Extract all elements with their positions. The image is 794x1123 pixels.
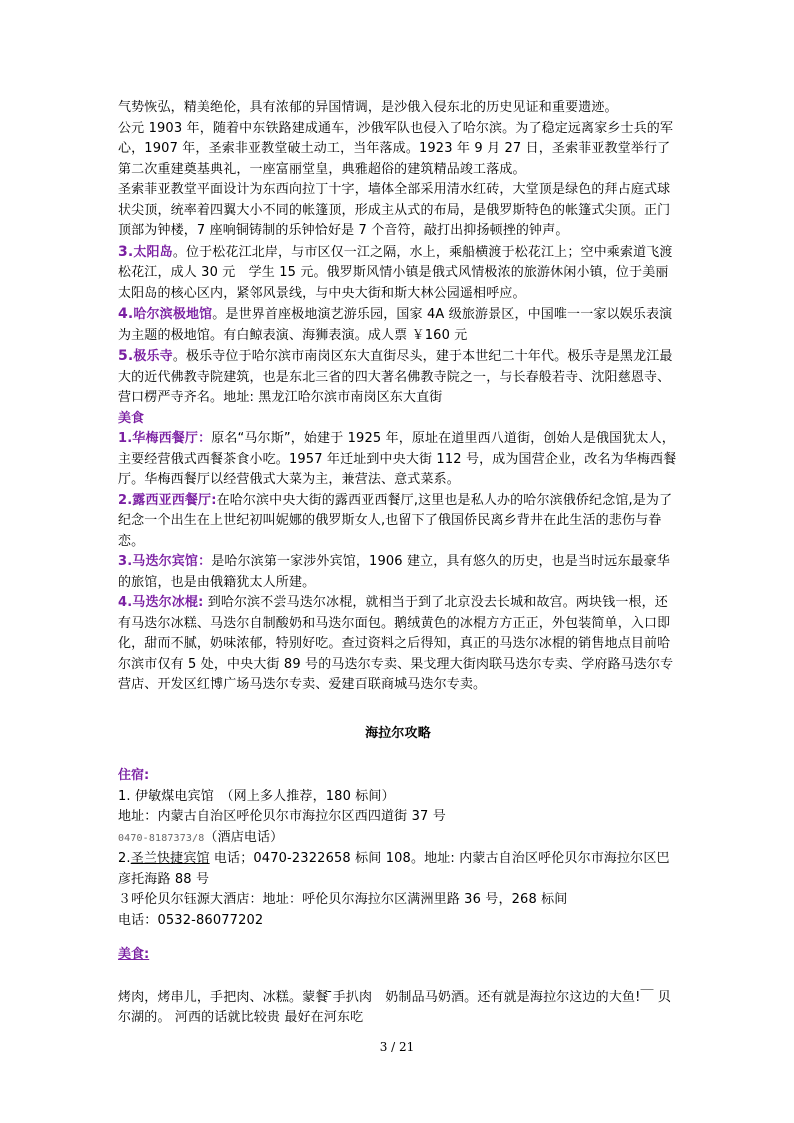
food-item xyxy=(118,552,678,593)
item-sep: : xyxy=(211,492,217,508)
hotel-link[interactable]: 圣兰快捷宾馆 xyxy=(130,851,210,866)
sight-item xyxy=(118,304,678,346)
lodging-line: 电话：0532-86077202 xyxy=(118,912,264,928)
paragraph: 气势恢弘，精美绝伦，具有浓郁的异国情调，是沙俄入侵东北的历史见证和重要遗迹。 xyxy=(118,100,618,115)
item-number: 3. xyxy=(118,243,134,260)
paragraph: 圣索菲亚教堂平面设计为东西向拉丁十字，墙体全部采用清水红砖，大堂顶是绿色的拜占庭式球状尖顶，统率着四翼大小不同的帐篷顶，形成主从式的布局，是俄罗斯特色的帐篷式尖顶。正门顶部为钟楼，7 座响铜铸制的乐钟恰好是 7 个音符，敲打出抑扬顿挫的钟声。 xyxy=(118,182,671,238)
document-page xyxy=(118,98,678,1029)
lodging-line: ３呼伦贝尔钰源大酒店：地址：呼伦贝尔海拉尔区满洲里路 36 号，268 标间 xyxy=(118,892,568,907)
item-text: 电话；0470-2322658 标间 108。地址: 内蒙古自治区呼伦贝尔市海拉尔区巴彦托海路 88 号 xyxy=(118,851,670,887)
item-text: 。是世界首座极地演艺游乐园，国家 4A 级旅游景区，中国唯一一家以娱乐表演为主题的极地馆。有白鲸表演、海狮表演。成人票 ￥160 元 xyxy=(118,307,673,343)
item-number: 5. xyxy=(118,348,134,364)
item-number: 1. xyxy=(118,431,133,446)
page-number: 3 / 21 xyxy=(379,1040,415,1054)
item-text: 在哈尔滨中央大街的露西亚西餐厅,这里也是私人办的哈尔滨俄侨纪念馆,是为了纪念一个出生在上世纪初叫妮娜的俄罗斯女人,也留下了俄国侨民离乡背井在此生活的悲伤与眷恋。 xyxy=(118,492,673,549)
lodging-line: 1. 伊敏煤电宾馆 （网上多人推荐，180 标间） xyxy=(118,788,395,804)
item-text: 是哈尔滨第一家涉外宾馆，1906 建立，具有悠久的历史，也是当时远东最豪华的旅馆，也是由俄籍犹太人所建。 xyxy=(118,554,670,590)
item-number: 2. xyxy=(118,492,133,508)
lodging-line xyxy=(118,849,678,890)
sight-item xyxy=(118,346,678,409)
section-title: 海拉尔攻略 xyxy=(365,725,431,741)
hailar-food-heading: 美食: xyxy=(118,947,150,962)
food-item xyxy=(118,593,678,696)
lodging-line: 地址：内蒙古自治区呼伦贝尔市海拉尔区西四道街 37 号 xyxy=(118,809,446,824)
item-text: 原名“马尔斯”，始建于 1925 年，原址在道里西八道街，创始人是俄国犹太人，主要经营俄式西餐茶食小吃。1957 年迁址到中央大街 112 号，成为国营企业，改名为华梅西餐厅。华梅西餐厅以经营俄式大菜为主，兼营法、意式菜系。 xyxy=(118,431,677,487)
lodging-heading: 住宿: xyxy=(118,768,150,783)
sight-item xyxy=(118,242,678,305)
lodging-line xyxy=(118,828,678,850)
item-number: 4. xyxy=(118,306,134,322)
item-text: 。位于松花江北岸，与市区仅一江之隔，水上，乘船横渡于松花江上；空中乘索道飞渡松花江，成人 30 元 学生 15 元。俄罗斯风情小镇是俄式风情极浓的旅游休闲小镇，位于美丽太阳岛的核心区内，紧邻风景线，与中央大街和斯大林公园遥相呼应。 xyxy=(118,244,673,301)
paragraph: 烤肉，烤串儿，手把肉、冰糕。蒙餐 ̄手扒肉 奶制品马奶酒。还有就是海拉尔这边的大鱼!￣ 贝尔湖的。 河西的话就比较贵 最好在河东吃 xyxy=(118,989,672,1025)
item-name: 露西亚西餐厅 xyxy=(132,492,212,508)
paragraph: 公元 1903 年，随着中东铁路建成通车，沙俄军队也侵入了哈尔滨。为了稳定远离家乡士兵的军心，1907 年，圣索非亚教堂破土动工，当年落成。1923 年 9 月 27 日，圣索菲亚教堂举行了第二次重建奠基典礼，一座富丽堂皇，典雅超俗的建筑精品竣工落成。 xyxy=(118,120,674,177)
food-item xyxy=(118,429,678,491)
item-sep: : xyxy=(198,595,204,610)
item-name: 极乐寺 xyxy=(133,349,173,364)
item-text: 到哈尔滨不尝马迭尔冰棍，就相当于到了北京没去长城和故宫。两块钱一根，还有马迭尔冰糕、马迭尔自制酸奶和马迭尔面包。鹅绒黄色的冰棍方方正正，外包装简单，入口即化，甜而不腻，奶味浓郁，特别好吃。查过资料之后得知，真正的马迭尔冰棍的销售地点目前哈尔滨市仅有 5 处，中央大街 89 号的马迭尔专卖、果戈理大街肉联马迭尔专卖、学府路马迭尔专营店、开发区红博广场马迭尔专卖、爱建百联商城马迭尔专卖。 xyxy=(118,595,674,692)
item-name: 华梅西餐厅 xyxy=(132,431,199,446)
item-sep: ： xyxy=(198,431,212,446)
item-name: 马迭尔冰棍 xyxy=(132,595,199,610)
item-number: 2. xyxy=(118,851,131,866)
item-sep: ： xyxy=(198,554,212,569)
item-name: 马迭尔宾馆 xyxy=(132,554,199,569)
item-number: 3. xyxy=(118,554,133,569)
phone-number: 0470-8187373/8 xyxy=(118,832,205,844)
food-item xyxy=(118,491,678,553)
item-text: 。极乐寺位于哈尔滨市南岗区东大直街尽头，建于本世纪二十年代。极乐寺是黑龙江最大的近代佛教寺院建筑，也是东北三省的四大著名佛教寺院之一，与长春般若寺、沈阳慈恩寺、营口楞严寺齐名。地址: 黑龙江哈尔滨市南岗区东大直街 xyxy=(118,349,673,405)
item-name: 太阳岛 xyxy=(133,244,173,260)
item-name: 哈尔滨极地馆 xyxy=(133,307,213,322)
food-heading: 美食 xyxy=(118,410,145,426)
phone-note: （酒店电话） xyxy=(204,829,284,845)
item-number: 4. xyxy=(118,595,133,610)
